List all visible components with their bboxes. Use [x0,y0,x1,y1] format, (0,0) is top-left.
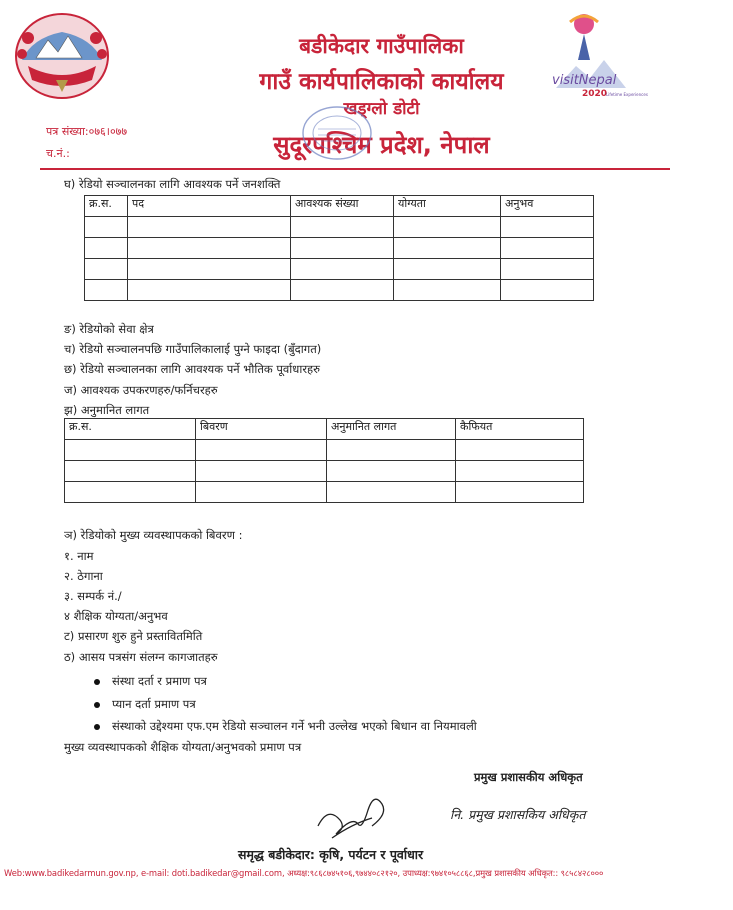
col-description: बिवरण [196,419,327,440]
header-divider [40,168,670,170]
table-row [65,440,584,461]
col-qualification: योग्यता [394,196,501,217]
broadcast-start-date-label: ट) प्रसारण शुरु हुने प्रस्तावितमिति [64,629,203,643]
col-remarks: कैफियत [456,419,584,440]
bullet-registration-certificate: संस्था दर्ता र प्रमाण पत्र [112,674,207,688]
attached-documents-label: ठ) आसय पत्रसंग संलग्न कागजातहरु [64,650,218,664]
office-stamp [296,104,378,162]
footer-contact-info: Web:www.badikedarmun.gov.np, e-mail: doti.badikedar@gmail.com, अध्यक्ष:९८६८७४५१०६,९७४४०८२१२०, उपाध्यक्ष:९७४१०५८८६८,प्रमुख प्रशासकीय अधिकृत:: ९८५८४२८००० [4,868,604,878]
table-header-row [65,419,584,440]
visit-text: visitNepal [552,73,617,88]
table-row [85,280,594,301]
item-service-area: ङ) रेडियोको सेवा क्षेत्र [64,322,154,336]
table-row [85,259,594,280]
office-location: खड्ग्लो डोटी [343,99,420,119]
manager-contact-label: ३. सम्पर्क नं./ [64,589,122,603]
col-experience: अनुभव [501,196,594,217]
list-item [94,719,477,734]
bullet-pan-certificate: प्यान दर्ता प्रमाण पत्र [112,697,196,711]
list-item [94,697,196,712]
table-row [85,238,594,259]
col-serial: क्र.स. [85,196,128,217]
manager-qualification-certificate: मुख्य व्यवस्थापकको शैक्षिक योग्यता/अनुभवको प्रमाण पत्र [64,740,302,754]
signatory-title: प्रमुख प्रशासकीय अधिकृत [474,770,583,784]
visit-nepal-logo [546,10,648,110]
visit-tagline: Lifetime Experiences [606,92,648,97]
manager-details-heading: ञ) रेडियोको मुख्य व्यवस्थापकको बिवरण : [64,528,243,542]
col-post: पद [128,196,291,217]
bullet-icon [94,724,100,730]
visit-year: 2020 [582,89,608,99]
estimated-cost-table [64,418,584,503]
table-row [85,217,594,238]
handwritten-designation: नि. प्रमुख प्रशासकिय अधिकृत [450,807,586,822]
col-serial: क्र.स. [65,419,196,440]
item-benefits: च) रेडियो सञ्चालनपछि गाउँपालिकालाई पुग्ने फाइदा (बुँदागत) [64,342,322,356]
municipality-name: बडीकेदार गाउँपालिका [299,34,464,58]
dispatch-number: च.नं.: [46,147,70,160]
item-infrastructure: छ) रेडियो सञ्चालनका लागि आवश्यक पर्ने भौतिक पूर्वाधारहरु [64,362,321,376]
table-header-row [85,196,594,217]
list-item [94,674,207,689]
table-row [65,461,584,482]
manpower-heading: घ) रेडियो सञ्चालनका लागि आवश्यक पर्ने जनशक्ति [64,177,281,191]
letter-reference-number: पत्र संख्या:०७६।०७७ [46,125,128,138]
item-equipment: ज) आवश्यक उपकरणहरु/फर्निचरहरु [64,383,218,397]
manpower-table [84,195,594,301]
manager-name-label: १. नाम [64,549,94,563]
table-row [65,482,584,503]
bullet-icon [94,702,100,708]
office-name: गाउँ कार्यपालिकाको कार्यालय [259,69,504,95]
col-required-number: आवश्यक संख्या [291,196,394,217]
col-estimated-cost: अनुमानित लागत [327,419,456,440]
manager-address-label: २. ठेगाना [64,569,103,583]
bullet-statute: संस्थाको उद्देश्यमा एफ.एम रेडियो सञ्चालन गर्ने भनी उल्लेख भएको बिधान वा नियमावली [112,719,477,733]
bullet-icon [94,679,100,685]
item-estimated-cost: झ) अनुमानित लागत [64,403,150,417]
province-name: सुदूरपश्चिम प्रदेश, नेपाल [273,131,490,159]
manager-qualification-label: ४ शैक्षिक योग्यता/अनुभव [64,609,168,623]
municipality-motto: समृद्ध बडीकेदार: कृषि, पर्यटन र पूर्वाधार [238,847,424,862]
handwritten-signature [312,786,396,846]
